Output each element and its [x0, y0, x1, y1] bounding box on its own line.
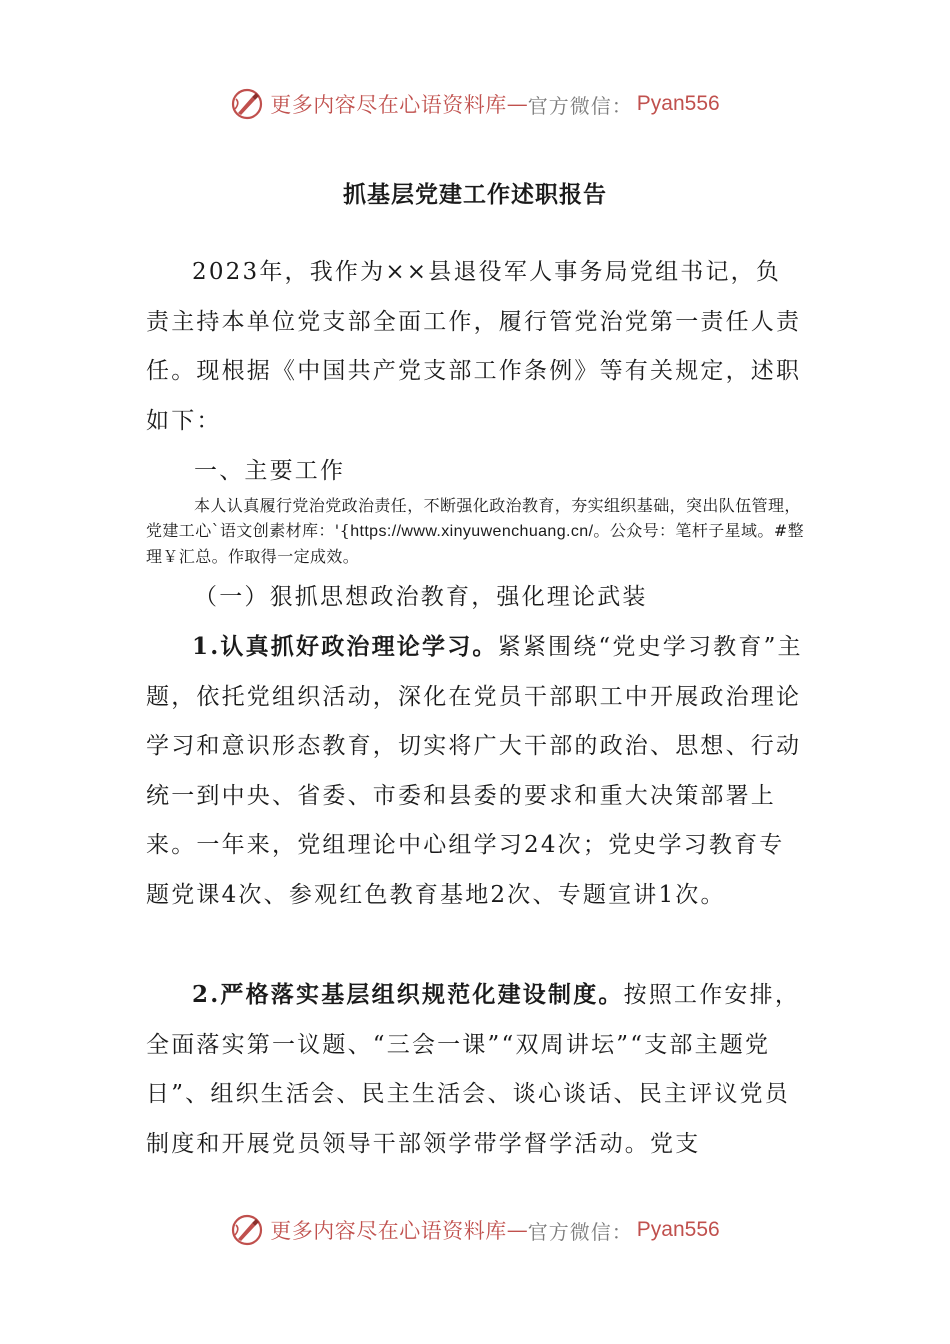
- banner-site-name: 更多内容尽在心语资料库: [270, 1219, 507, 1243]
- banner-wechat-label: 官方微信：: [527, 93, 633, 118]
- pen-logo-icon: [230, 87, 264, 121]
- item-paragraph-organization-building: [146, 970, 806, 1169]
- small-note-text-before: 本人认真履行党治党政治责任，不断强化政治教育，夯实组织基础，突出队伍管理，党建工心`语文创素材库：'{: [146, 496, 801, 540]
- banner-dash: —: [506, 1218, 528, 1242]
- section-heading-main-work: 一、主要工作: [194, 458, 346, 484]
- small-note-url: https://www.xinyuwenchuang.cn/: [350, 523, 594, 540]
- footer-banner: [0, 1210, 950, 1250]
- small-note-paragraph: [146, 493, 806, 569]
- banner-wechat-label: 官方微信：: [527, 1219, 633, 1244]
- document-title: 抓基层党建工作述职报告: [343, 181, 607, 208]
- pen-logo-icon: [230, 1213, 264, 1247]
- banner-wechat-id: Pyan556: [636, 92, 720, 115]
- item-text-organization-building: 按照工作安排，全面落实第一议题、“三会一课”“双周讲坛”“支部主题党日”、组织生活会、民主生活会、谈心谈话、民主评议党员制度和开展党员领导干部领学带学督学活动。党支: [146, 982, 801, 1157]
- intro-paragraph: 2023年，我作为××县退役军人事务局党组书记，负责主持本单位党支部全面工作，履行管党治党第一责任人责任。现根据《中国共产党支部工作条例》等有关规定，述职如下：: [146, 259, 802, 434]
- item-lead-organization-building: 2.严格落实基层组织规范化建设制度。: [192, 981, 624, 1008]
- header-banner: [0, 84, 950, 124]
- small-note-text-after: 。公众号：笔杆子星域。#整理￥汇总。作取得一定成效。: [146, 521, 805, 566]
- item-paragraph-theory-study: [146, 622, 806, 921]
- banner-wechat-id: Pyan556: [636, 1218, 720, 1241]
- subsection-heading-political-education: （一）狠抓思想政治教育，强化理论武装: [194, 584, 648, 610]
- banner-site-name: 更多内容尽在心语资料库: [270, 93, 507, 117]
- banner-dash: —: [506, 92, 528, 116]
- item-text-theory-study: 紧紧围绕“党史学习教育”主题，依托党组织活动，深化在党员干部职工中开展政治理论学习和意识形态教育，切实将广大干部的政治、思想、行动统一到中央、省委、市委和县委的要求和重大决策部署上来。一年来，党组理论中心组学习24次；党史学习教育专题党课4次、参观红色教育基地2次、专题宣讲1次。: [146, 634, 803, 908]
- item-lead-theory-study: 1.认真抓好政治理论学习。: [192, 633, 498, 660]
